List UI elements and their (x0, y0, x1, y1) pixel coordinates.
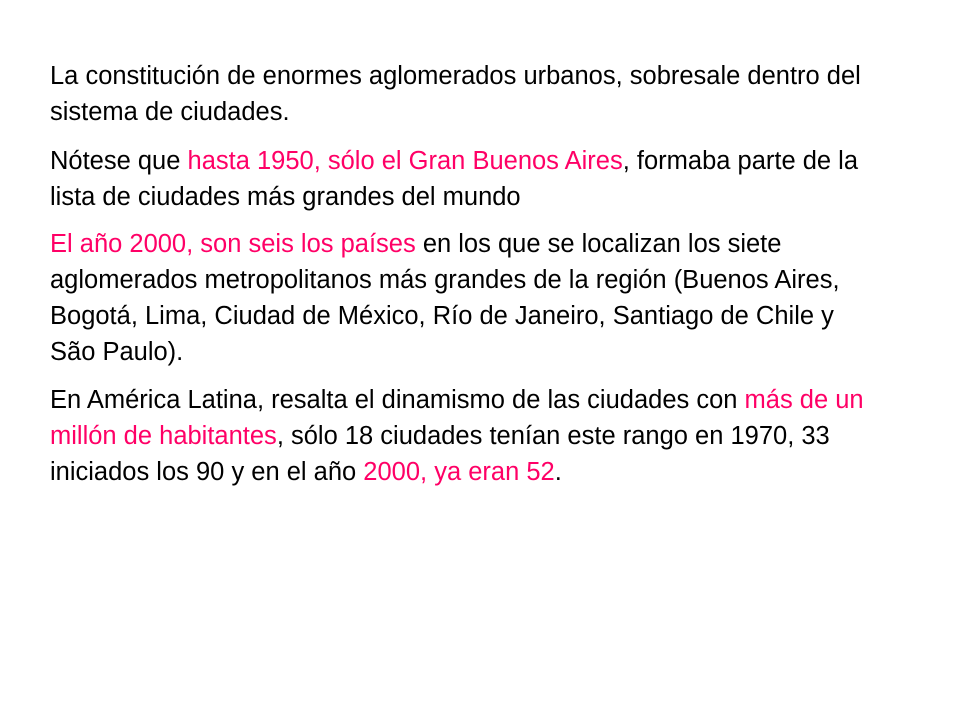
paragraph-america-latina (50, 382, 870, 490)
paragraph-buenos-aires (50, 143, 870, 215)
text-segment: , formaba parte de la lista de ciudades más grandes del mundo (50, 147, 859, 211)
highlighted-text: hasta 1950, sólo el Gran Buenos Aires (187, 147, 623, 175)
text-segment: Nótese que (50, 147, 188, 175)
text-segment: En América Latina, resalta el dinamismo de las ciudades con (50, 386, 745, 414)
text-segment: . (554, 458, 562, 486)
text-segment: La constitución de enormes aglomerados urbanos, sobresale dentro del sistema de ciudades. (50, 62, 861, 126)
highlighted-text: 2000, ya eran 52 (363, 458, 555, 486)
paragraph-aglomerados (50, 58, 870, 130)
text-segment: , sólo 18 ciudades tenían este rango en 1970, 33 iniciados los 90 y en el año (50, 422, 830, 486)
paragraph-seis-paises (50, 226, 870, 370)
text-segment: en los que se localizan los siete aglomerados metropolitanos más grandes de la región (Buenos Aires, Bogotá, Lima, Ciudad de México, Río de Janeiro, Santiago de Chile y São Paulo). (50, 230, 840, 366)
slide-body-text (50, 58, 870, 502)
highlighted-text: más de un millón de habitantes (50, 386, 864, 450)
highlighted-text: El año 2000, son seis los países (50, 230, 416, 258)
